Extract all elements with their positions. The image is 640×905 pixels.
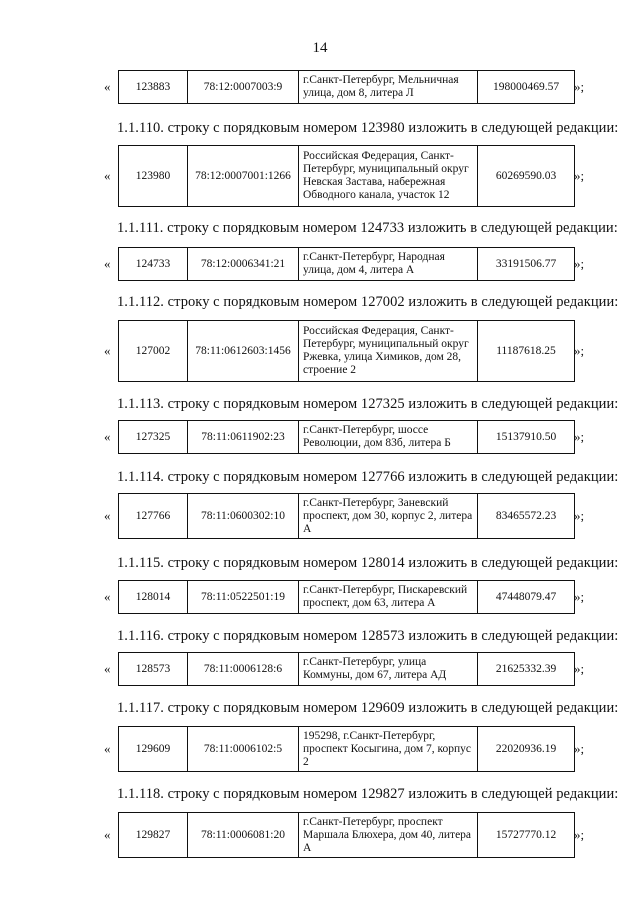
close-quote: »; [574,168,585,183]
address-line: Революции, дом 83б, литера Б [303,437,451,449]
open-quote: « [104,589,111,604]
open-quote: « [104,661,111,676]
table-row [119,727,575,772]
record-table [118,580,575,614]
address-line: Обводного канала, участок 12 [303,189,450,201]
cadastral-value-cell: 198000469.57 [478,71,575,104]
table-row [119,321,575,382]
close-quote: »; [574,661,585,676]
address-line: строение 2 [303,364,357,376]
open-quote: « [104,79,111,94]
open-quote: « [104,741,111,756]
open-quote: « [104,168,111,183]
address-line: А [303,841,312,854]
cadastral-number-cell: 78:12:0006341:21 [188,248,299,281]
close-quote: »; [574,827,585,842]
record-row [100,652,600,686]
address-line: Коммуны, дом 67, литера АД [303,669,447,681]
address-line: г.Санкт-Петербург, Народная [303,251,445,263]
cadastral-number-cell: 78:11:0006102:5 [188,727,299,772]
open-quote: « [104,343,111,358]
cadastral-value-cell: 15137910.50 [478,421,575,454]
cadastral-number-cell: 78:11:0600302:10 [188,494,299,539]
open-quote: « [104,256,111,271]
page-number: 14 [312,40,328,56]
row-number-cell: 123980 [119,146,188,207]
address-line: проспект Косыгина, дом 7, корпус [303,742,472,755]
record-row [100,145,600,207]
close-quote: »; [574,343,585,358]
table-row [119,71,575,104]
cadastral-number-cell: 78:12:0007001:1266 [188,146,299,207]
row-number-cell: 127002 [119,321,188,382]
open-quote: « [104,508,111,523]
address-cell [299,248,478,281]
address-cell [299,494,478,539]
close-quote: »; [574,79,585,94]
address-line: г.Санкт-Петербург, Заневский [303,496,449,509]
record-row [100,726,600,772]
record-row [100,320,600,382]
address-cell [299,581,478,614]
record-table [118,420,575,454]
address-line: Петербург, муниципальный округ [303,338,469,350]
row-number-cell: 124733 [119,248,188,281]
close-quote: »; [574,256,585,271]
record-table [118,70,575,104]
address-line: А [303,522,312,535]
record-table [118,726,575,772]
record-table [118,493,575,539]
close-quote: »; [574,589,585,604]
row-number-cell: 123883 [119,71,188,104]
address-line: проспект, дом 30, корпус 2, литера [303,509,473,522]
record-table [118,812,575,858]
address-line: улица, дом 4, литера А [303,264,415,276]
table-row [119,653,575,686]
address-cell [299,321,478,382]
row-number-cell: 127325 [119,421,188,454]
address-line: г.Санкт-Петербург, улица [303,656,427,668]
open-quote: « [104,827,111,842]
record-table [118,247,575,281]
address-line: Невская Застава, набережная [303,176,446,188]
cadastral-value-cell: 83465572.23 [478,494,575,539]
amendment-heading: 1.1.115. строку с порядковым номером 128014 изложить в следующей редакции: [117,555,619,571]
cadastral-value-cell: 60269590.03 [478,146,575,207]
address-line: Маршала Блюхера, дом 40, литера [303,828,472,841]
address-line: 2 [303,755,309,768]
address-line: г.Санкт-Петербург, проспект [303,815,443,828]
row-number-cell: 128014 [119,581,188,614]
address-cell [299,813,478,858]
row-number-cell: 129609 [119,727,188,772]
amendment-heading: 1.1.118. строку с порядковым номером 129827 изложить в следующей редакции: [117,786,619,802]
address-line: Российская Федерация, Санкт- [303,150,454,162]
cadastral-number-cell: 78:11:0612603:1456 [188,321,299,382]
address-line: 195298, г.Санкт-Петербург, [303,729,436,742]
close-quote: »; [574,508,585,523]
record-table [118,652,575,686]
record-row [100,812,600,858]
amendment-heading: 1.1.114. строку с порядковым номером 127766 изложить в следующей редакции: [117,469,619,485]
row-number-cell: 129827 [119,813,188,858]
address-cell [299,727,478,772]
amendment-heading: 1.1.112. строку с порядковым номером 127002 изложить в следующей редакции: [117,294,619,310]
address-cell [299,653,478,686]
record-table [118,145,575,207]
table-row [119,248,575,281]
row-number-cell: 128573 [119,653,188,686]
table-row [119,581,575,614]
record-row [100,420,600,454]
amendment-heading: 1.1.116. строку с порядковым номером 128573 изложить в следующей редакции: [117,628,619,644]
record-table [118,320,575,382]
cadastral-number-cell: 78:12:0007003:9 [188,71,299,104]
cadastral-number-cell: 78:11:0522501:19 [188,581,299,614]
cadastral-number-cell: 78:11:0006128:6 [188,653,299,686]
address-line: г.Санкт-Петербург, Пискаревский [303,584,468,596]
cadastral-value-cell: 11187618.25 [478,321,575,382]
address-line: Петербург, муниципальный округ [303,163,469,175]
cadastral-value-cell: 22020936.19 [478,727,575,772]
address-line: г.Санкт-Петербург, Мельничная [303,74,459,86]
table-row [119,421,575,454]
address-cell [299,421,478,454]
table-row [119,146,575,207]
cadastral-value-cell: 21625332.39 [478,653,575,686]
record-row [100,70,600,104]
address-line: Ржевка, улица Химиков, дом 28, [303,351,461,363]
cadastral-number-cell: 78:11:0006081:20 [188,813,299,858]
amendment-heading: 1.1.113. строку с порядковым номером 127325 изложить в следующей редакции: [117,396,619,412]
amendment-heading: 1.1.110. строку с порядковым номером 123980 изложить в следующей редакции: [117,120,619,136]
amendment-heading: 1.1.111. строку с порядковым номером 124733 изложить в следующей редакции: [117,220,618,236]
cadastral-value-cell: 15727770.12 [478,813,575,858]
address-line: проспект, дом 63, литера А [303,597,436,609]
address-line: Российская Федерация, Санкт- [303,325,454,337]
row-number-cell: 127766 [119,494,188,539]
close-quote: »; [574,741,585,756]
cadastral-value-cell: 33191506.77 [478,248,575,281]
cadastral-number-cell: 78:11:0611902:23 [188,421,299,454]
record-row [100,580,600,614]
open-quote: « [104,429,111,444]
address-cell [299,71,478,104]
address-line: г.Санкт-Петербург, шоссе [303,424,429,436]
cadastral-value-cell: 47448079.47 [478,581,575,614]
amendment-heading: 1.1.117. строку с порядковым номером 129609 изложить в следующей редакции: [117,700,619,716]
close-quote: »; [574,429,585,444]
address-cell [299,146,478,207]
table-row [119,494,575,539]
record-row [100,493,600,539]
table-row [119,813,575,858]
record-row [100,247,600,281]
address-line: улица, дом 8, литера Л [303,87,414,99]
